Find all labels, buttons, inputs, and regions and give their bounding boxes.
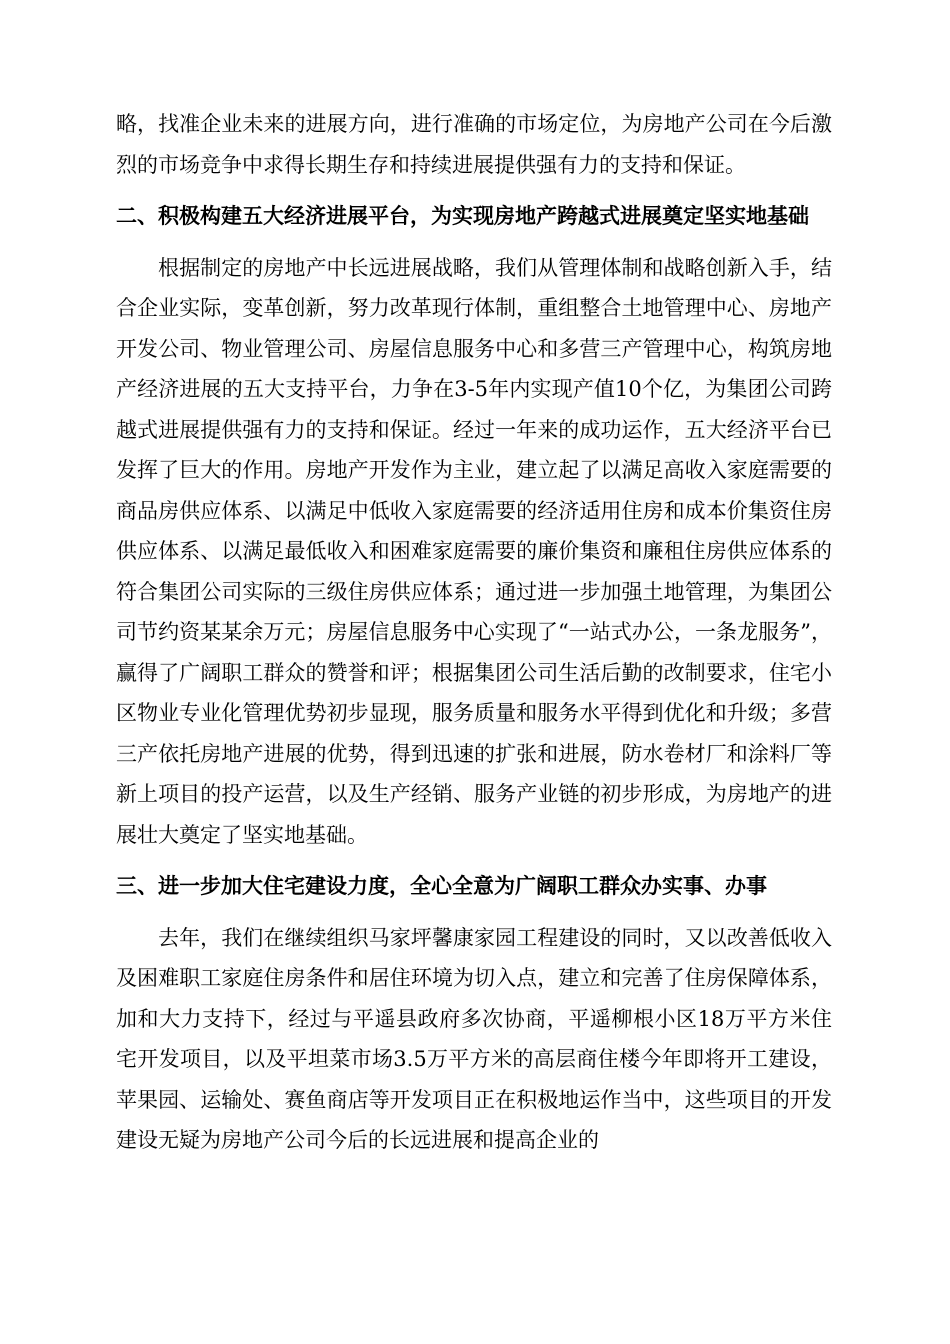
section-2-paragraph: 根据制定的房地产中长远进展战略，我们从管理体制和战略创新入手，结合企业实际，变革创新，努力改革现行体制，重组整合土地管理中心、房地产开发公司、物业管理公司、房屋信息服务中心和多营三产管理中心，构筑房地产经济进展的五大支持平台，力争在3-5年内实现产值10个亿，为集团公司跨越式进展提供强有力的支持和保证。经过一年来的成功运作，五大经济平台已发挥了巨大的作用。房地产开发作为主业，建立起了以满足高收入家庭需要的商品房供应体系、以满足中低收入家庭需要的经济适用住房和成本价集资住房供应体系、以满足最低收入和困难家庭需要的廉价集资和廉租住房供应体系的符合集团公司实际的三级住房供应体系；通过进一步加强土地管理，为集团公司节约资某某余万元；房屋信息服务中心实现了“一站式办公，一条龙服务”，赢得了广阔职工群众的赞誉和评；根据集团公司生活后勤的改制要求，住宅小区物业专业化管理优势初步显现，服务质量和服务水平得到优化和升级；多营三产依托房地产进展的优势，得到迅速的扩张和进展，防水卷材厂和涂料厂等新上项目的投产运营，以及生产经销、服务产业链的初步形成，为房地产的进展壮大奠定了坚实地基础。 [116, 255, 832, 847]
section-heading-2: 二、积极构建五大经济进展平台，为实现房地产跨越式进展奠定坚实地基础 [116, 204, 809, 228]
paragraph-continuation: 略，找准企业未来的进展方向，进行准确的市场定位，为房地产公司在今后激烈的市场竞争中求得长期生存和持续进展提供强有力的支持和保证。 [116, 112, 832, 177]
section-3-paragraph: 去年，我们在继续组织马家坪馨康家园工程建设的同时，又以改善低收入及困难职工家庭住房条件和居住环境为切入点，建立和完善了住房保障体系，加和大力支持下，经过与平遥县政府多次协商，平遥柳根小区18万平方米住宅开发项目，以及平坦菜市场3.5万平方米的高层商住楼今年即将开工建设，苹果园、运输处、赛鱼商店等开发项目正在积极地运作当中，这些项目的开发建设无疑为房地产公司今后的长远进展和提高企业的 [116, 925, 832, 1152]
section-heading-3: 三、进一步加大住宅建设力度，全心全意为广阔职工群众办实事、办事 [116, 874, 767, 898]
